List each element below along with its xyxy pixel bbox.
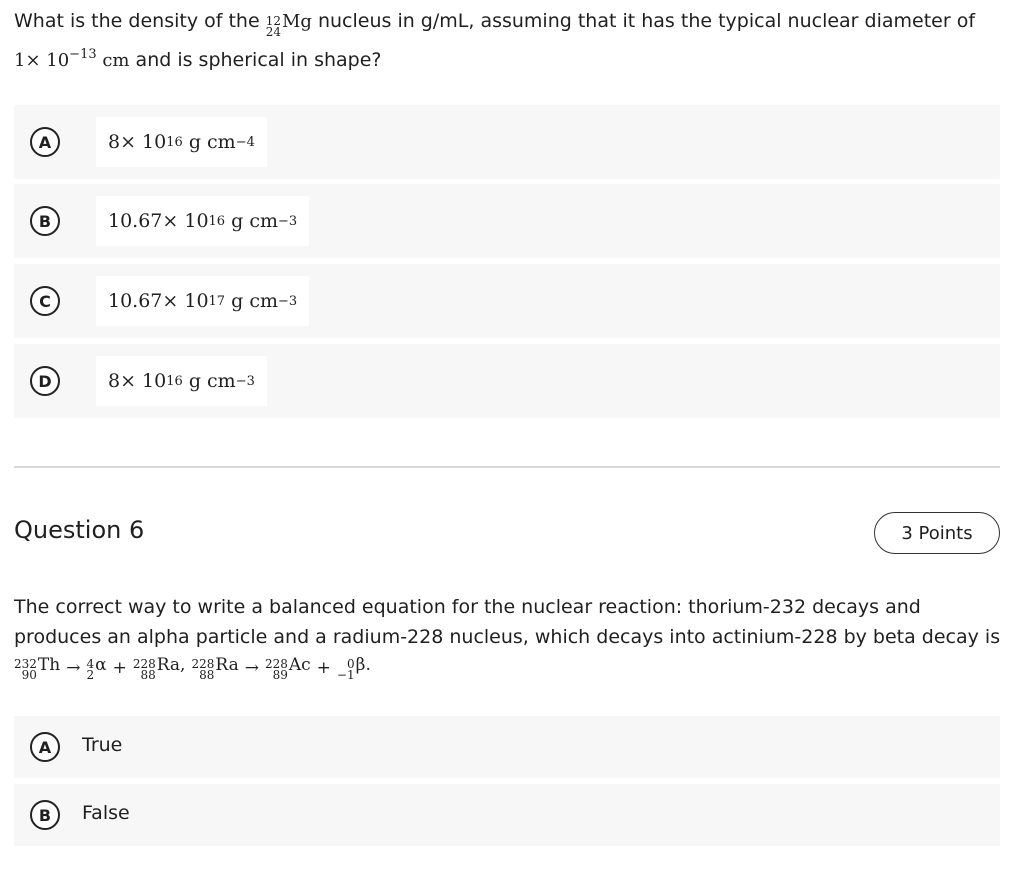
option-b[interactable] [14, 184, 1000, 258]
option-answer: 10.67× 10 17 g cm −3 [96, 276, 309, 326]
question-6-text: The correct way to write a balanced equation for the nuclear reaction: thorium-232 decays and produces an alpha particle and a radium-228 nucleus, which decays into actinium-228 by beta decay is [14, 596, 1001, 648]
points-badge: 3 Points [874, 512, 1000, 554]
question-text-part: and is spherical in shape? [135, 49, 382, 71]
mg-nuclide [266, 7, 312, 40]
question-text-part: nucleus in g/mL, assuming that it has the typical nuclear diameter of [317, 10, 976, 32]
question-divider [14, 466, 1000, 468]
option-letter: B [30, 800, 60, 830]
nuclide-atomic-number: 24 [265, 25, 281, 39]
option-letter: B [30, 206, 60, 236]
option-false[interactable] [14, 784, 1000, 846]
option-label: True [82, 734, 123, 756]
question-5-text [14, 6, 1004, 76]
option-letter: A [30, 732, 60, 762]
option-true[interactable] [14, 716, 1000, 778]
nuclide-mass-number: 12 [265, 14, 281, 28]
option-letter: D [30, 366, 60, 396]
option-letter: A [30, 127, 60, 157]
question-text-part: What is the density of the [14, 10, 260, 32]
nuclear-equation: 232 90 Th → 4 2 α + 228 88 Ra, 228 88 Ra → 228 89 Ac + 0 −1 β. [14, 655, 371, 682]
option-d[interactable] [14, 344, 1000, 418]
nuclide-symbol: Mg [281, 11, 312, 32]
question-6-title: Question 6 [14, 516, 145, 544]
diameter-value: $1\times 10^{-13}$ cm [14, 47, 130, 71]
option-c[interactable] [14, 264, 1000, 338]
option-answer: 8× 10 16 g cm −3 [96, 356, 267, 406]
option-answer: 10.67× 10 16 g cm −3 [96, 196, 309, 246]
option-answer: 8× 10 16 g cm −4 [96, 117, 267, 167]
option-label: False [82, 802, 130, 824]
option-a[interactable] [14, 105, 1000, 179]
option-letter: C [30, 286, 60, 316]
